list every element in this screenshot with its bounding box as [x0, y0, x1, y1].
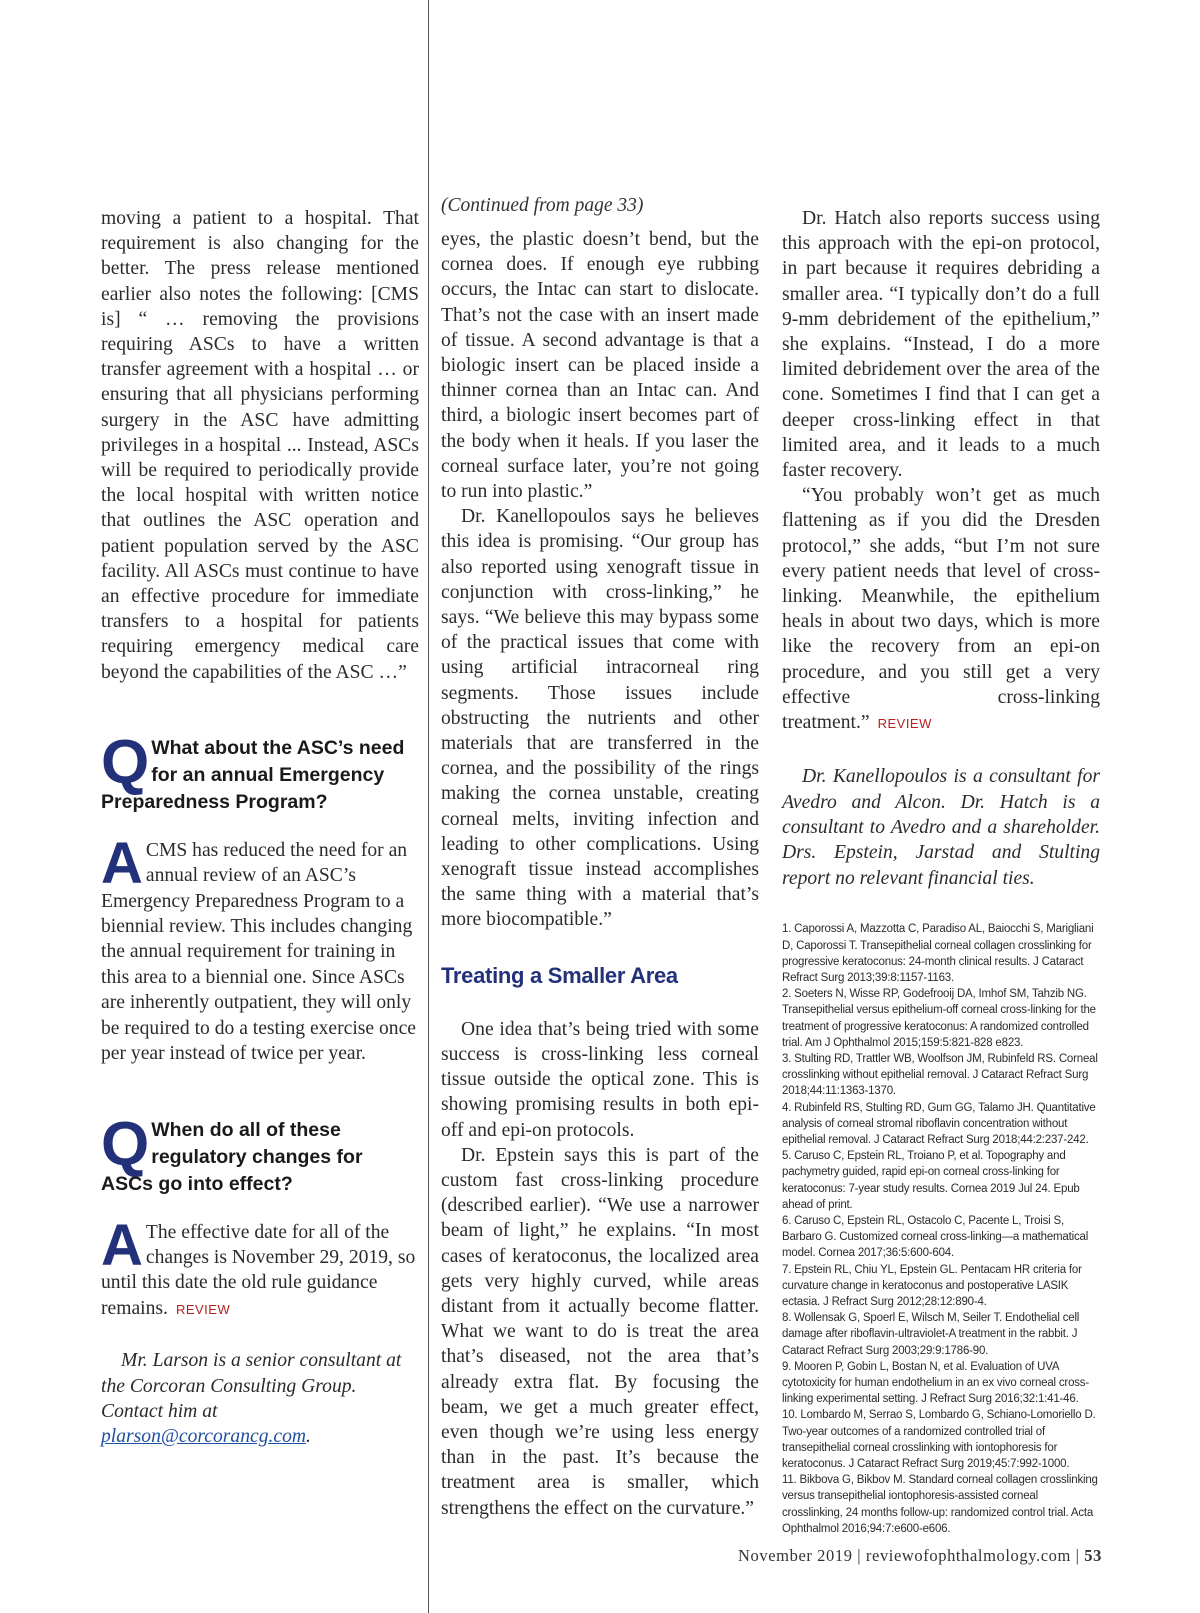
column-middle — [441, 195, 759, 1521]
answer-text: CMS has reduced the need for an annual review of an ASC’s Emergency Preparedness Program to a biennial review. This includes changing the annual requirement for training in this area to a biennial one. Since ASCs are inherently outpatient, they will only be required to do a testing exercise once per year instead of twice per year. — [101, 839, 417, 1065]
author-bio-text: Mr. Larson is a senior consultant at the Corcoran Consulting Group. Contact him at — [101, 1350, 402, 1422]
answer-initial: A — [101, 1212, 143, 1278]
question-text: What about the ASC’s need for an annual Emergency Preparedness Program? — [101, 736, 405, 813]
disclosure-note: Dr. Kanellopoulos is a consultant for Avedro and Alcon. Dr. Hatch is a consultant to Avedro and a shareholder. Drs. Epstein, Jarstad and Stulting report no relevant financial ties. — [782, 766, 1100, 889]
paragraph: Dr. Kanellopoulos says he believes this idea is promising. “Our group has also reported using xenograft tissue in conjunction with cross-linking,” he says. “We believe this may bypass some of the practical issues that come with using artificial intracorneal ring segments. Those issues include obstructing the nutrients and other materials that are transferred in the cornea, and the possibility of the rings making the cornea unstable, creating corneal melts, inviting infection and leading to other complications. Using xenograft tissue instead accomplishes the same thing with a material that’s more biocompatible.” — [441, 506, 759, 931]
reference-item: 4. Rubinfeld RS, Stulting RD, Gum GG, Talamo JH. Quantitative analysis of corneal stromal riboflavin concentration without epithelial removal. J Cataract Refract Surg 2018;44:2:237-242. — [782, 1101, 1096, 1146]
paragraph: One idea that’s being tried with some success is cross-linking less corneal tissue outside the optical zone. This is showing promising results in both epi-off and epi-on protocols. — [441, 1018, 759, 1141]
answer-initial: A — [101, 830, 143, 896]
paragraph: eyes, the plastic doesn’t bend, but the cornea does. If enough eye rubbing occurs, the Intac can start to dislocate. That’s not the case with an insert made of tissue. A second advantage is that a biologic insert can be placed inside a thinner cornea than an Intac can. And third, a biologic insert becomes part of the body when it heals. If you laser the corneal surface later, you’re not going to run into plastic.” — [441, 229, 759, 503]
author-bio-end: . — [306, 1426, 311, 1448]
paragraph: Dr. Epstein says this is part of the custom fast cross-linking procedure (described earlier). “We use a narrower beam of light,” he explains. “In most cases of keratoconus, the localized area gets very highly curved, while areas distant from it actually become flatter. What we want to do is treat the area that’s diseased, not the area that’s already extra flat. By focusing the beam, we get a much greater effect, even though we’re using less energy than in the past. It’s because the treatment area is smaller, which strengthens the effect on the curvature.” — [441, 1144, 759, 1519]
reference-item: 6. Caruso C, Epstein RL, Ostacolo C, Pacente L, Troisi S, Barbaro G. Customized corneal cross-linking—a mathematical model. Cornea 2017;36:5:600-604. — [782, 1214, 1089, 1260]
reference-item: 7. Epstein RL, Chiu YL, Epstein GL. Pentacam HR criteria for curvature change in keratoconus and postoperative LASIK ectasia. J Refract Surg 2012;28:12:890-4. — [782, 1263, 1082, 1308]
column-right — [782, 206, 1100, 1537]
question-initial: Q — [101, 1109, 150, 1179]
column-left — [101, 206, 419, 1450]
section-heading: Treating a Smaller Area — [441, 962, 678, 988]
answer-text — [101, 1212, 419, 1323]
reference-item: 2. Soeters N, Wisse RP, Godefrooij DA, Imhof SM, Tahzib NG. Transepithelial versus epithelium-off corneal cross-linking for the treatment of progressive keratoconus: A randomized controlled trial. Am J Ophthalmol 2015;159:5:821-828 e823. — [782, 988, 1096, 1049]
paragraph-text: “You probably won’t get as much flattening as if you did the Dresden protocol,” she adds, “but I’m not sure every patient needs that level of cross-linking. Meanwhile, the epithelium heals in about two days, which is more like the recovery from an epi-on procedure, and you still get a very effective cross-linking treatment.” — [782, 485, 1100, 734]
footer-text: November 2019 | reviewofophthalmology.com | — [738, 1546, 1085, 1565]
page-footer — [0, 1546, 1102, 1566]
reference-item: 5. Caruso C, Epstein RL, Troiano P, et al. Topography and pachymetry guided, rapid epi-on corneal cross-linking for keratoconus: 7-year study results. Cornea 2019 Jul 24. Epub ahead of print. — [782, 1150, 1080, 1211]
question-initial: Q — [101, 727, 150, 797]
continued-note: (Continued from page 33) — [441, 195, 644, 216]
review-end-mark: REVIEW — [877, 716, 932, 732]
paragraph: Dr. Hatch also reports success using this approach with the epi-on protocol, in part because it requires debriding a smaller area. “I typically don’t do a full 9-mm debridement of the epithelium,” she explains. “Instead, I do a more limited debridement over the area of the cone. Sometimes I find that I can get a deeper cross-linking effect in that limited area, and it leads to a much faster recovery. — [782, 208, 1100, 482]
intro-paragraph: moving a patient to a hospital. That requirement is also changing for the better. The press release mentioned earlier also notes the following: [CMS is] “ … removing the provisions requiring ASCs to have a written transfer agreement with a hospital … or ensuring that all physicians performing surgery in the ASC have admitting privileges in a hospital ... Instead, ASCs will be required to periodically provide the local hospital with written notice that outlines the ASC operation and patient population served by the ASC facility. All ASCs must continue to have an effective procedure for immediate transfers to a hospital for patients requiring emergency medical care beyond the capabilities of the ASC …” — [101, 208, 419, 683]
reference-item: 9. Mooren P, Gobin L, Bostan N, et al. Evaluation of UVA cytotoxicity for human endothelium in an ex vivo corneal cross-linking experimental setting. J Refract Surg 2016;32:1:41-46. — [782, 1360, 1089, 1406]
answer-body: The effective date for all of the changes is November 29, 2019, so until this date the old rule guidance remains. — [101, 1221, 416, 1319]
question-1 — [101, 727, 419, 816]
question-text: When do all of these regulatory changes for ASCs go into effect? — [101, 1118, 363, 1195]
author-email-link[interactable]: plarson@corcorancg.com — [101, 1426, 307, 1448]
page-number: 53 — [1084, 1546, 1102, 1565]
reference-item: 3. Stulting RD, Trattler WB, Woolfson JM, Rubinfeld RS. Corneal crosslinking without epithelial removal. J Cataract Refract Surg 2018;44:11:1363-1370. — [782, 1052, 1098, 1098]
question-2 — [101, 1109, 419, 1198]
references-list — [782, 921, 1100, 1537]
column-divider — [428, 0, 429, 1613]
review-end-mark: REVIEW — [175, 1301, 231, 1317]
paragraph — [782, 483, 1100, 736]
reference-item: 11. Bikbova G, Bikbov M. Standard corneal collagen crosslinking versus transepithelial iontophoresis-assisted corneal crosslinking, 24 months follow-up: randomized control trial. Acta Ophthalmol 2016;94:7:e600-e606. — [782, 1474, 1098, 1535]
author-bio — [101, 1348, 419, 1450]
answer-1 — [101, 830, 419, 1067]
reference-item: 8. Wollensak G, Spoerl E, Wilsch M, Seiler T. Endothelial cell damage after riboflavin-ultraviolet-A treatment in the rabbit. J Cataract Refract Surg 2003;29:9:1786-90. — [782, 1312, 1080, 1357]
reference-item: 1. Caporossi A, Mazzotta C, Paradiso AL, Baiocchi S, Marigliani D, Caporossi T. Transepithelial corneal collagen crosslinking for progressive keratoconus: 24-month clinical results. J Cataract Refract Surg 2013;39:8:1157-1163. — [782, 923, 1094, 984]
reference-item: 10. Lombardo M, Serrao S, Lombardo G, Schiano-Lomoriello D. Two-year outcomes of a randomized controlled trial of transepithelial corneal crosslinking with iontophoresis for keratoconus. J Cataract Refract Surg 2019;45:7:992-1000. — [782, 1409, 1096, 1470]
answer-2 — [101, 1212, 419, 1323]
